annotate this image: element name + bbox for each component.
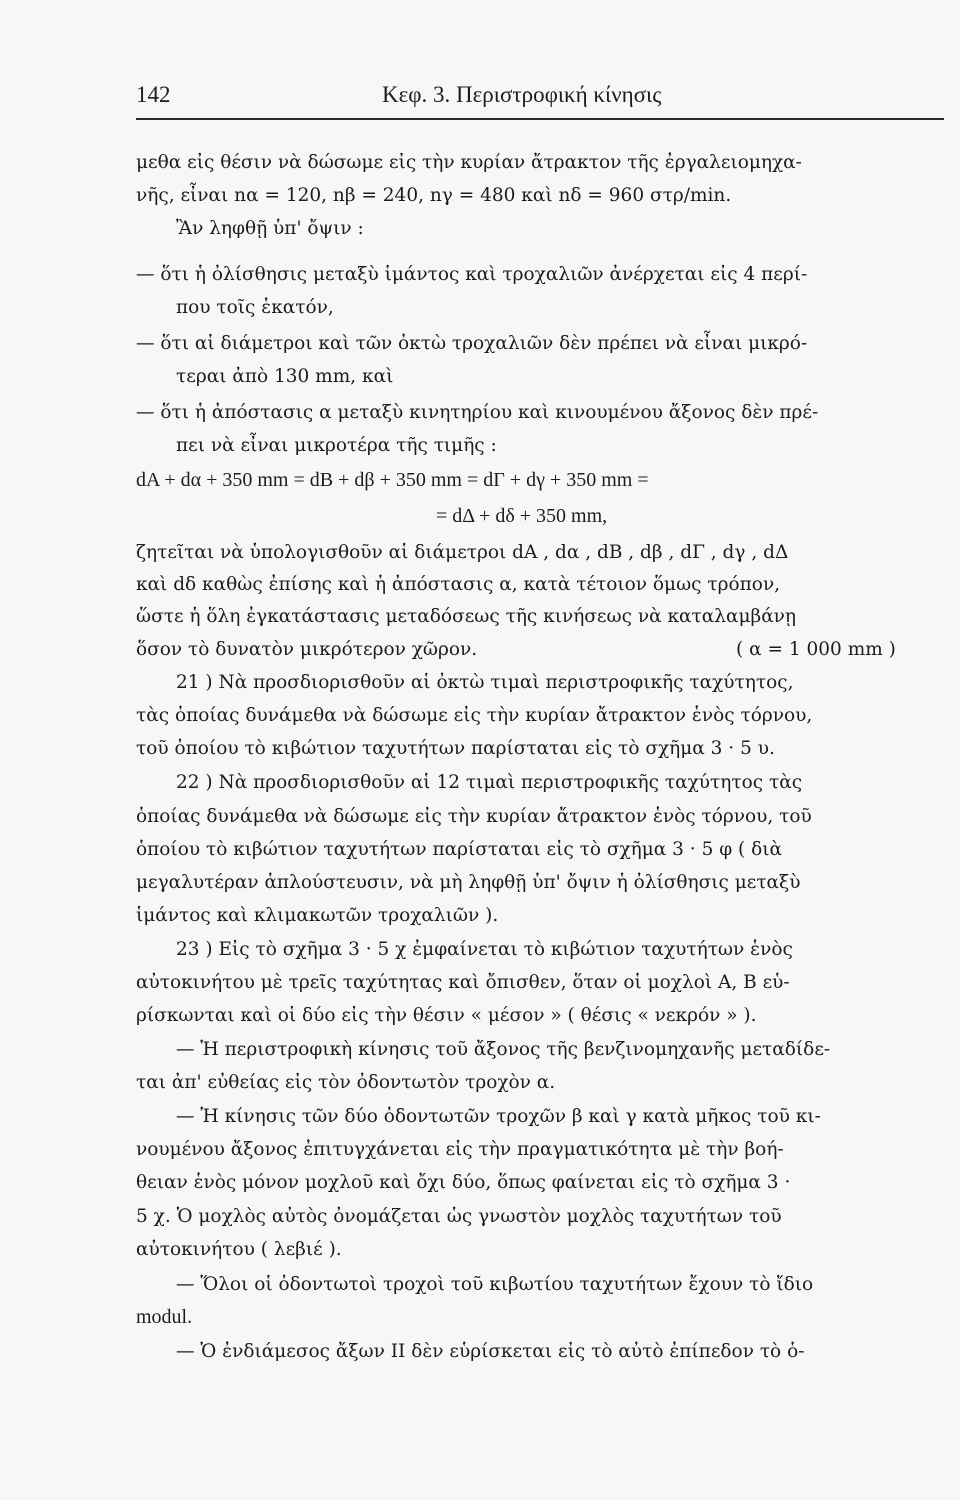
- text-line: — ὅτι ἡ ὀλίσθησις μεταξὺ ἱμάντος καὶ τροχαλιῶν ἀνέρχεται εἰς 4 περί-: [136, 264, 808, 285]
- page-number: 142: [136, 82, 171, 107]
- text-line: νῆς, εἶναι nα = 120, nβ = 240, nγ = 480 καὶ nδ = 960 στρ/min.: [136, 185, 732, 206]
- text-line: τὰς ὁποίας δυνάμεθα νὰ δώσωμε εἰς τὴν κυρίαν ἄτρακτον ἑνὸς τόρνου,: [136, 705, 813, 726]
- text-line: — Ὁ ἐνδιάμεσος ἄξων ΙΙ δὲν εὑρίσκεται εἰς τὸ αὐτὸ ἐπίπεδον τὸ ὁ-: [176, 1341, 805, 1362]
- exercise-line: 21 ) Νὰ προσδιορισθοῦν αἱ ὀκτὼ τιμαὶ περιστροφικῆς ταχύτητος,: [176, 672, 794, 693]
- constant-note: ( α = 1 000 mm ): [736, 639, 896, 660]
- text-line: αὐτοκινήτου μὲ τρεῖς ταχύτητας καὶ ὄπισθεν, ὅταν οἱ μοχλοὶ Α, Β εὑ-: [136, 972, 790, 993]
- text-line: πει νὰ εἶναι μικροτέρα τῆς τιμῆς :: [176, 435, 497, 456]
- text-line: — Ἡ περιστροφικὴ κίνησις τοῦ ἄξονος τῆς βενζινομηχανῆς μεταδίδε-: [176, 1039, 831, 1060]
- text-line: — ὅτι αἱ διάμετροι καὶ τῶν ὀκτὼ τροχαλιῶν δὲν πρέπει νὰ εἶναι μικρό-: [136, 333, 808, 354]
- equation-line: dA + dα + 350 mm = dB + dβ + 350 mm = dΓ + dγ + 350 mm =: [136, 469, 649, 491]
- text-line: ρίσκωνται καὶ οἱ δύο εἰς τὴν θέσιν « μέσον » ( θέσις « νεκρόν » ).: [136, 1005, 757, 1026]
- text-line: ὁποίου τὸ κιβώτιον ταχυτήτων παρίσταται εἰς τὸ σχῆμα 3 · 5 φ ( διὰ: [136, 839, 783, 860]
- chapter-title: Κεφ. 3. Περιστροφική κίνησις: [382, 82, 662, 107]
- text-line: ζητεῖται νὰ ὑπολογισθοῦν αἱ διάμετροι dA , dα , dB , dβ , dΓ , dγ , dΔ: [136, 542, 789, 563]
- text-line: modul.: [136, 1306, 193, 1328]
- text-line: νουμένου ἄξονος ἐπιτυγχάνεται εἰς τὴν πραγματικότητα μὲ τὴν βοή-: [136, 1139, 784, 1160]
- text-line: καὶ dδ καθὼς ἐπίσης καὶ ἡ ἀπόστασις α, κατὰ τέτοιον ὅμως τρόπον,: [136, 574, 781, 595]
- text-line: — Ἡ κίνησις τῶν δύο ὀδοντωτῶν τροχῶν β καὶ γ κατὰ μῆκος τοῦ κι-: [176, 1106, 821, 1127]
- header-rule: [136, 118, 944, 120]
- text-line: ὁποίας δυνάμεθα νὰ δώσωμε εἰς τὴν κυρίαν ἄτρακτον ἑνὸς τόρνου, τοῦ: [136, 806, 812, 827]
- text-line: Ἂν ληφθῇ ὑπ' ὄψιν :: [176, 218, 364, 239]
- exercise-line: 22 ) Νὰ προσδιορισθοῦν αἱ 12 τιμαὶ περιστροφικῆς ταχύτητος τὰς: [176, 772, 803, 793]
- text-line: — ὅτι ἡ ἀπόστασις α μεταξὺ κινητηρίου καὶ κινουμένου ἄξονος δὲν πρέ-: [136, 402, 819, 423]
- text-line: αὐτοκινήτου ( λεβιέ ).: [136, 1239, 342, 1260]
- running-header: [136, 82, 946, 114]
- text-line: που τοῖς ἑκατόν,: [176, 297, 334, 318]
- text-line: — Ὅλοι οἱ ὀδοντωτοὶ τροχοὶ τοῦ κιβωτίου ταχυτήτων ἔχουν τὸ ἴδιο: [176, 1274, 814, 1295]
- text-line: ται ἀπ' εὐθείας εἰς τὸν ὀδοντωτὸν τροχὸν α.: [136, 1072, 556, 1093]
- text-line: ἱμάντος καὶ κλιμακωτῶν τροχαλιῶν ).: [136, 905, 499, 926]
- text-line: τοῦ ὁποίου τὸ κιβώτιον ταχυτήτων παρίσταται εἰς τὸ σχῆμα 3 · 5 υ.: [136, 738, 775, 759]
- text-line: 5 χ. Ὁ μοχλὸς αὐτὸς ὀνομάζεται ὡς γνωστὸν μοχλὸς ταχυτήτων τοῦ: [136, 1206, 782, 1227]
- text-line: μεγαλυτέραν ἁπλούστευσιν, νὰ μὴ ληφθῇ ὑπ' ὄψιν ἡ ὀλίσθησις μεταξὺ: [136, 872, 801, 893]
- text-line: τεραι ἀπὸ 130 mm, καὶ: [176, 366, 394, 387]
- equation-line: = dΔ + dδ + 350 mm,: [436, 505, 608, 527]
- text-line: μεθα εἰς θέσιν νὰ δώσωμε εἰς τὴν κυρίαν ἄτρακτον τῆς ἐργαλειομηχα-: [136, 152, 802, 173]
- text-line: ὅσον τὸ δυνατὸν μικρότερον χῶρον.: [136, 639, 478, 660]
- text-line: θειαν ἑνὸς μόνον μοχλοῦ καὶ ὄχι δύο, ὅπως φαίνεται εἰς τὸ σχῆμα 3 ·: [136, 1172, 791, 1193]
- exercise-line: 23 ) Εἰς τὸ σχῆμα 3 · 5 χ ἐμφαίνεται τὸ κιβώτιον ταχυτήτων ἑνὸς: [176, 939, 793, 960]
- text-line: ὥστε ἡ ὅλη ἐγκατάστασις μεταδόσεως τῆς κινήσεως νὰ καταλαμβάνῃ: [136, 606, 797, 627]
